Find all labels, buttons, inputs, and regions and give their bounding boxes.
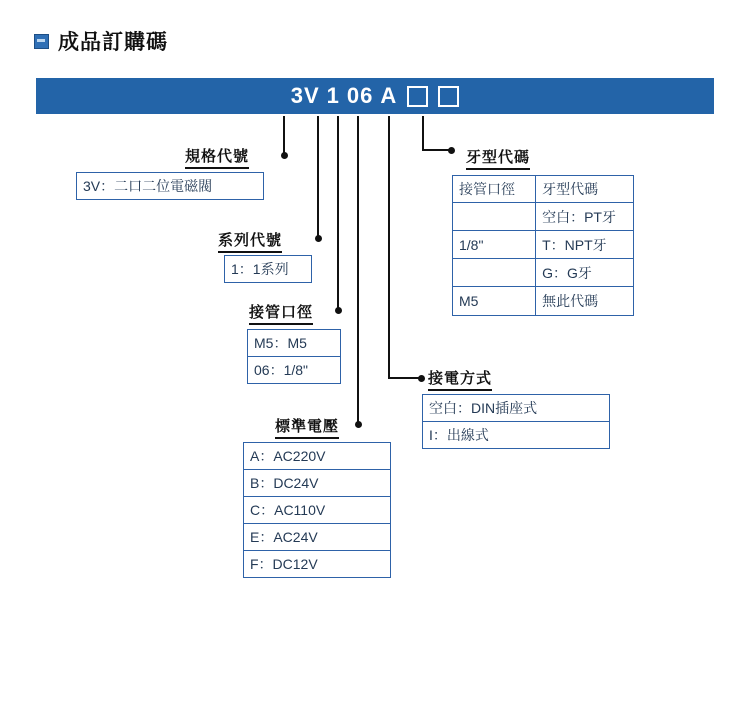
table-wiring-type — [422, 394, 610, 449]
table-row — [453, 231, 633, 259]
caption-spec-code: 規格代號 — [185, 145, 249, 169]
cell-thread-port-3 — [453, 259, 536, 286]
code-empty-box-2 — [438, 86, 459, 107]
code-segment-spec: 3V — [290, 83, 320, 108]
code-segment-series: 1 — [326, 83, 340, 108]
cell-voltage-5: F：DC12V — [250, 556, 318, 572]
caption-port-size: 接管口徑 — [249, 301, 313, 325]
cell-wiring-2: I：出線式 — [429, 427, 489, 443]
leader-dot-wiring — [418, 375, 425, 382]
caption-series-code: 系列代號 — [218, 229, 282, 253]
code-segment-port: 06 — [346, 83, 374, 108]
table-row — [244, 497, 390, 524]
cell-thread-port-4: M5 — [453, 287, 536, 315]
cell-voltage-4: E：AC24V — [250, 529, 318, 545]
caption-thread-code: 牙型代碼 — [466, 146, 530, 170]
table-row — [453, 287, 633, 315]
table-port-size — [247, 329, 341, 384]
page-title — [34, 26, 168, 56]
cell-thread-code-3: G：G牙 — [542, 264, 592, 281]
table-row — [423, 422, 609, 448]
code-empty-box-1 — [407, 86, 428, 107]
order-code-bar — [36, 78, 714, 114]
cell-voltage-3: C：AC110V — [250, 502, 326, 518]
table-row — [244, 443, 390, 470]
cell-voltage-2: B：DC24V — [250, 475, 319, 491]
table-row — [248, 357, 340, 383]
cell-thread-code-1: 空白：PT牙 — [542, 208, 616, 225]
page-title-label: 成品訂購碼 — [58, 31, 168, 54]
table-standard-voltage — [243, 442, 391, 578]
table-row — [244, 470, 390, 497]
cell-thread-port-1 — [453, 203, 536, 230]
cell-thread-port-2: 1/8" — [453, 231, 536, 258]
cell-voltage-1: A：AC220V — [250, 448, 326, 464]
table-row — [423, 395, 609, 422]
cell-series-1: 1：1系列 — [231, 261, 289, 277]
table-row — [453, 176, 633, 203]
table-row — [244, 551, 390, 577]
table-row — [77, 173, 263, 199]
table-row — [244, 524, 390, 551]
cell-thread-header-1: 接管口徑 — [453, 176, 536, 202]
leader-dot-port — [335, 307, 342, 314]
cell-thread-code-2: T：NPT牙 — [542, 236, 607, 253]
table-spec-code — [76, 172, 264, 200]
cell-wiring-1: 空白：DIN插座式 — [429, 400, 538, 416]
square-bullet-icon — [34, 34, 49, 49]
cell-port-1: M5：M5 — [254, 335, 307, 351]
table-row — [453, 203, 633, 231]
leader-dot-voltage — [355, 421, 362, 428]
code-segment-voltage: A — [380, 83, 398, 108]
caption-wiring-type: 接電方式 — [428, 367, 492, 391]
table-row — [453, 259, 633, 287]
cell-thread-code-4: 無此代碼 — [542, 293, 599, 309]
cell-spec-1: 3V：二口二位電磁閥 — [83, 178, 213, 194]
leader-dot-spec — [281, 152, 288, 159]
leader-dot-thread — [448, 147, 455, 154]
caption-standard-voltage: 標準電壓 — [275, 415, 339, 439]
table-row — [248, 330, 340, 357]
table-row — [225, 256, 311, 282]
table-series-code — [224, 255, 312, 283]
leader-dot-series — [315, 235, 322, 242]
cell-thread-header-2: 牙型代碼 — [542, 181, 599, 197]
table-thread-code — [452, 175, 634, 316]
cell-port-2: 06：1/8" — [254, 362, 309, 378]
